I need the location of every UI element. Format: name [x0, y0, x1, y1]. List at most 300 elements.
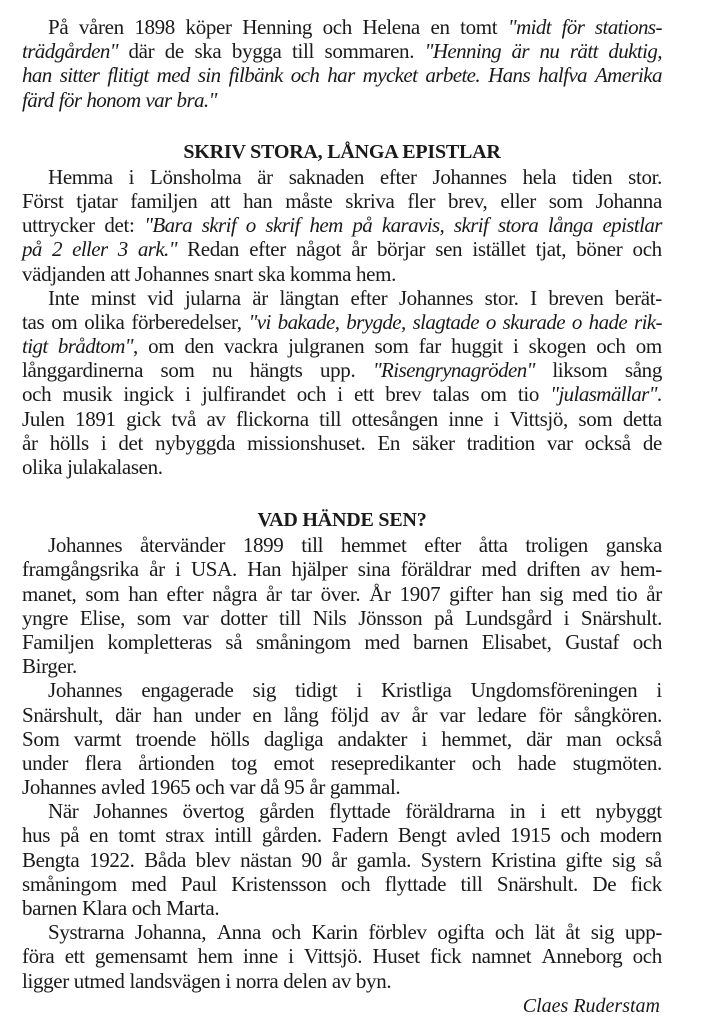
- word: [481, 557, 516, 581]
- word-part: Först: [22, 188, 64, 213]
- word: [596, 799, 662, 823]
- word: [231, 751, 257, 775]
- word: [262, 823, 322, 847]
- word: [538, 63, 587, 87]
- word: [212, 358, 232, 382]
- word-part: i: [185, 382, 191, 407]
- word: [198, 944, 233, 968]
- word-part: tiden: [572, 164, 613, 189]
- word: [220, 606, 267, 630]
- word-part: Paul: [180, 871, 217, 896]
- italic-quote-text: har: [327, 63, 355, 88]
- word: [643, 431, 662, 455]
- word-part: och: [471, 750, 502, 775]
- word-part: nu: [211, 358, 233, 383]
- text-line: [22, 969, 662, 993]
- word-part: hade: [517, 750, 556, 775]
- italic-quote-text: halfva: [538, 63, 587, 88]
- word-part: måste: [285, 188, 333, 213]
- word-part: han: [152, 702, 183, 727]
- italic-quote-text: sin: [197, 63, 221, 88]
- word: [243, 533, 284, 557]
- word: [513, 334, 519, 358]
- word: [482, 630, 552, 654]
- word: [354, 382, 374, 406]
- word: [107, 63, 148, 87]
- paragraph: [22, 920, 662, 993]
- word: [578, 407, 612, 431]
- word-part: julgranen: [288, 334, 365, 359]
- word-part: Vittsjö,: [509, 406, 568, 431]
- word: [596, 334, 625, 358]
- word-part: en: [89, 823, 109, 848]
- word-part: som: [160, 358, 195, 383]
- word: [372, 944, 419, 968]
- italic-quote-text: brygde,: [346, 309, 406, 334]
- word: [451, 334, 503, 358]
- word: [636, 334, 662, 358]
- word: [167, 582, 204, 606]
- word-part: in: [509, 799, 526, 824]
- word-part: och: [560, 823, 590, 848]
- word: [412, 431, 455, 455]
- word: [135, 920, 206, 944]
- text-line: [22, 703, 662, 727]
- word: [589, 310, 627, 334]
- word: [488, 63, 530, 87]
- word-part: minst: [90, 285, 136, 310]
- word: [547, 431, 573, 455]
- word-part: Inte: [48, 285, 80, 310]
- word-part: flyttade: [384, 871, 447, 896]
- word: [108, 630, 212, 654]
- word: [498, 213, 538, 237]
- text-line: [22, 455, 662, 479]
- word: [656, 678, 662, 702]
- word-part: efter: [350, 285, 388, 310]
- word-part: tas: [22, 309, 45, 334]
- word: [48, 678, 122, 702]
- word: [128, 582, 157, 606]
- word-part: stor.: [484, 285, 519, 310]
- word-part: inne: [448, 406, 484, 431]
- word: [358, 557, 390, 581]
- word-part: långgardinerna: [22, 358, 144, 383]
- word-part: musik: [62, 382, 113, 407]
- word: [633, 630, 662, 654]
- section-vad-hande-sen-body: [22, 533, 662, 993]
- word-part: gården: [259, 799, 315, 824]
- text-line: [22, 872, 662, 896]
- word-part: flickorna: [236, 406, 309, 431]
- word: komma: [289, 261, 352, 286]
- word-part: Gustaf: [565, 629, 620, 654]
- word-part: dagliga: [263, 726, 324, 751]
- word: [185, 382, 191, 406]
- word-part: med: [481, 557, 517, 582]
- word: avled: [101, 775, 145, 800]
- word: [101, 431, 107, 455]
- word-part: brev: [385, 382, 422, 407]
- word: [430, 15, 449, 39]
- word: [495, 920, 524, 944]
- word-part: det:: [104, 213, 135, 238]
- word-part: hjälper: [291, 557, 348, 582]
- word-part: och: [322, 15, 352, 39]
- word: [185, 286, 241, 310]
- word-part: som: [578, 406, 613, 431]
- word: [573, 751, 662, 775]
- word-part: I: [530, 285, 537, 310]
- word: [616, 727, 662, 751]
- text-line: [22, 751, 662, 775]
- word-part: efter: [424, 533, 461, 558]
- word: [75, 407, 116, 431]
- word: [259, 799, 314, 823]
- text-line: [22, 557, 662, 581]
- word: [625, 358, 662, 382]
- word: [118, 431, 143, 455]
- italic-quote-text: är: [511, 39, 529, 64]
- word-part: USA.: [190, 557, 237, 582]
- word: [337, 382, 343, 406]
- word-part: ska: [194, 39, 222, 64]
- word: [182, 799, 244, 823]
- text-line: [22, 407, 662, 431]
- italic-quote-text: och: [290, 63, 320, 88]
- paragraph: [22, 533, 662, 678]
- word: [161, 358, 195, 382]
- word-part: några: [212, 581, 258, 606]
- word: [425, 63, 480, 87]
- word: [196, 848, 231, 872]
- word: [345, 189, 394, 213]
- italic-quote-text: skrif: [265, 213, 300, 238]
- word-part: ingick: [123, 382, 174, 407]
- word-part: i: [288, 944, 294, 969]
- word: [620, 557, 662, 581]
- word: [157, 63, 190, 87]
- italic-quote-text: "Bara: [144, 213, 193, 238]
- word-part: En: [377, 430, 401, 455]
- word: [591, 920, 614, 944]
- word: [153, 703, 182, 727]
- word-part: 1915: [509, 823, 551, 848]
- text-line: [22, 727, 662, 751]
- word-part: han: [128, 581, 158, 606]
- italic-quote-text: långa: [547, 213, 593, 238]
- word-part: Familjen: [22, 629, 94, 654]
- word: [363, 15, 420, 39]
- word-part: 1922.: [89, 847, 135, 872]
- text-line: [22, 944, 662, 968]
- paragraph: [22, 799, 662, 920]
- word: [22, 382, 51, 406]
- word-part: Systrarna: [48, 920, 125, 945]
- word-part: av: [590, 557, 610, 582]
- italic-quote-text: arbete.: [425, 63, 481, 88]
- word: [48, 920, 124, 944]
- word-part: gifte: [565, 847, 603, 872]
- word: [22, 213, 95, 237]
- word: [250, 358, 303, 382]
- word: [432, 382, 469, 406]
- word: [472, 944, 532, 968]
- word: [398, 823, 446, 847]
- word: [149, 557, 165, 581]
- word: och: [195, 775, 225, 800]
- italic-quote-text: epistlar: [602, 213, 662, 238]
- word: [401, 557, 471, 581]
- text-line: [22, 334, 662, 358]
- word-part: köper: [185, 15, 232, 39]
- text-line: [22, 823, 662, 847]
- word: [449, 582, 492, 606]
- word-part: sig: [611, 847, 636, 872]
- word-part: om: [635, 334, 662, 359]
- italic-quote-text: tigt: [22, 334, 48, 359]
- word-part: tradition: [466, 430, 535, 455]
- word-part: med: [572, 581, 608, 606]
- word: [585, 431, 631, 455]
- word: [331, 751, 455, 775]
- word-part: också: [615, 726, 662, 751]
- word-part: åt: [565, 920, 581, 945]
- word: [572, 165, 612, 189]
- word-part: i: [100, 430, 107, 455]
- word: [285, 189, 332, 213]
- word: [373, 358, 535, 382]
- word: var: [229, 775, 256, 800]
- word: [472, 751, 501, 775]
- word-part: Anneborg: [541, 944, 623, 969]
- text-line: [22, 286, 662, 310]
- word: [542, 944, 623, 968]
- word-part: hängts: [249, 358, 303, 383]
- word: [421, 848, 482, 872]
- word-part: börjar: [377, 237, 426, 262]
- intro-paragraph: [22, 15, 662, 112]
- word-part: som: [136, 605, 171, 630]
- word: [454, 213, 488, 237]
- word: [477, 703, 526, 727]
- word-part: där: [128, 39, 155, 64]
- word-part: Johannes: [432, 164, 507, 189]
- word: [301, 848, 321, 872]
- word: [131, 310, 241, 334]
- word-part: säker: [412, 430, 455, 455]
- word-part: så: [645, 847, 662, 872]
- word: [278, 310, 340, 334]
- word-part: tomt: [460, 15, 498, 39]
- word-part: sig: [590, 920, 615, 945]
- word-part: ganska: [605, 533, 662, 558]
- word: [171, 407, 196, 431]
- word: [525, 533, 588, 557]
- word: [22, 334, 48, 358]
- word: [247, 557, 281, 581]
- word: [297, 382, 326, 406]
- word: [118, 237, 128, 261]
- text-line: [22, 237, 662, 261]
- italic-quote-text: honom: [86, 87, 141, 112]
- word: [538, 703, 561, 727]
- word: [246, 213, 256, 237]
- word: [137, 606, 171, 630]
- word-part: troende: [135, 726, 196, 751]
- word: [186, 15, 232, 39]
- word-part: tjat,: [535, 237, 567, 262]
- word: [304, 944, 362, 968]
- word: [596, 189, 662, 213]
- word: och: [131, 896, 162, 920]
- word-part: Lönsholma: [149, 164, 242, 189]
- word: [321, 582, 361, 606]
- word-part: sångkören.: [573, 702, 662, 727]
- word-part: resepredikanter: [330, 750, 456, 775]
- word-part: gifter: [449, 581, 493, 606]
- paragraph: [22, 286, 662, 480]
- word-part: med: [364, 629, 400, 654]
- word-part: hemmet: [340, 533, 407, 558]
- word-part: Vittsjö.: [303, 944, 363, 969]
- word: [22, 630, 94, 654]
- word: [51, 310, 77, 334]
- word-part: så: [225, 629, 243, 654]
- word-part: till: [319, 406, 342, 431]
- word: [289, 165, 364, 189]
- word: [460, 15, 497, 39]
- word-part: föra: [22, 944, 55, 969]
- word: [22, 63, 52, 87]
- word: [572, 582, 607, 606]
- word-part: i: [421, 726, 427, 751]
- word: [346, 310, 405, 334]
- word: [330, 703, 368, 727]
- word: [472, 237, 525, 261]
- word-part: de: [164, 39, 184, 64]
- word: Marta.: [165, 896, 220, 920]
- word: [535, 920, 555, 944]
- word: [256, 630, 351, 654]
- word: [425, 39, 501, 63]
- word: [301, 533, 323, 557]
- text-line: [22, 39, 662, 63]
- word-part: lät: [534, 920, 555, 945]
- word: [175, 557, 181, 581]
- word-part: intill: [214, 823, 252, 848]
- italic-quote-text: var: [145, 87, 172, 112]
- word-part: lång: [283, 702, 319, 727]
- word-part: varmt: [73, 726, 122, 751]
- word-part: Bengta: [22, 847, 80, 872]
- word-part: hemmet,: [441, 726, 512, 751]
- word: [266, 582, 282, 606]
- word: [645, 848, 662, 872]
- word: [272, 920, 301, 944]
- word-part: 1891: [75, 406, 116, 431]
- word: [284, 703, 319, 727]
- italic-quote-text: skrif: [453, 213, 489, 238]
- italic-quote-text: slagtade: [412, 309, 479, 334]
- word: [368, 920, 426, 944]
- word: [141, 678, 233, 702]
- word-part: hela: [522, 164, 557, 189]
- word: [91, 286, 136, 310]
- word-part: skogen: [528, 334, 587, 359]
- word-part: berät-: [615, 285, 662, 310]
- word: [22, 358, 143, 382]
- word: år: [309, 775, 325, 800]
- word-part: ledare: [477, 702, 527, 727]
- word-part: namnet: [471, 944, 532, 969]
- word: [540, 799, 546, 823]
- italic-quote-text: sitter: [59, 63, 100, 88]
- word-part: i: [128, 164, 135, 189]
- word-part: ett: [64, 944, 85, 969]
- word-part: år: [266, 581, 282, 606]
- word: [352, 213, 372, 237]
- word: [602, 213, 661, 237]
- word: [22, 823, 50, 847]
- italic-quote-text: eller: [72, 237, 108, 262]
- word: [22, 310, 44, 334]
- word: [22, 848, 79, 872]
- word: [181, 872, 217, 896]
- word-part: var: [439, 702, 466, 727]
- word: [646, 582, 662, 606]
- italic-quote-text: "Risengrynagröden": [372, 358, 535, 383]
- text-line: [22, 310, 662, 334]
- text-line: [22, 582, 662, 606]
- word-part: vid: [147, 285, 174, 310]
- word: [331, 848, 347, 872]
- word-part: barnen: [413, 629, 469, 654]
- word: [518, 751, 556, 775]
- italic-quote-text: färd: [22, 87, 54, 112]
- word-part: 1899: [242, 533, 284, 558]
- word: [606, 533, 662, 557]
- word: [382, 213, 444, 237]
- word: [491, 848, 556, 872]
- word: [312, 920, 358, 944]
- word-part: avled: [456, 823, 501, 848]
- word-part: efter: [166, 581, 204, 606]
- word: [510, 407, 568, 431]
- word: [500, 189, 536, 213]
- word-part: och: [22, 382, 52, 407]
- word: [374, 334, 408, 358]
- italic-quote-text: karavis,: [381, 213, 445, 238]
- word-part: Johannes: [48, 678, 123, 703]
- word: [253, 678, 276, 702]
- word-part: tog: [231, 750, 257, 775]
- word-part: modern: [599, 823, 662, 848]
- word-part: Nils: [312, 605, 347, 630]
- word: [194, 703, 240, 727]
- word-part: andakter: [337, 726, 408, 751]
- word: [126, 407, 161, 431]
- word: [633, 944, 662, 968]
- word-part: Johannes: [93, 799, 168, 824]
- word-part: familjen: [130, 188, 198, 213]
- word: [595, 63, 662, 87]
- word: [89, 848, 135, 872]
- word: [236, 407, 309, 431]
- italic-quote-text: stations-: [594, 15, 662, 39]
- word: [518, 382, 539, 406]
- word: [380, 165, 417, 189]
